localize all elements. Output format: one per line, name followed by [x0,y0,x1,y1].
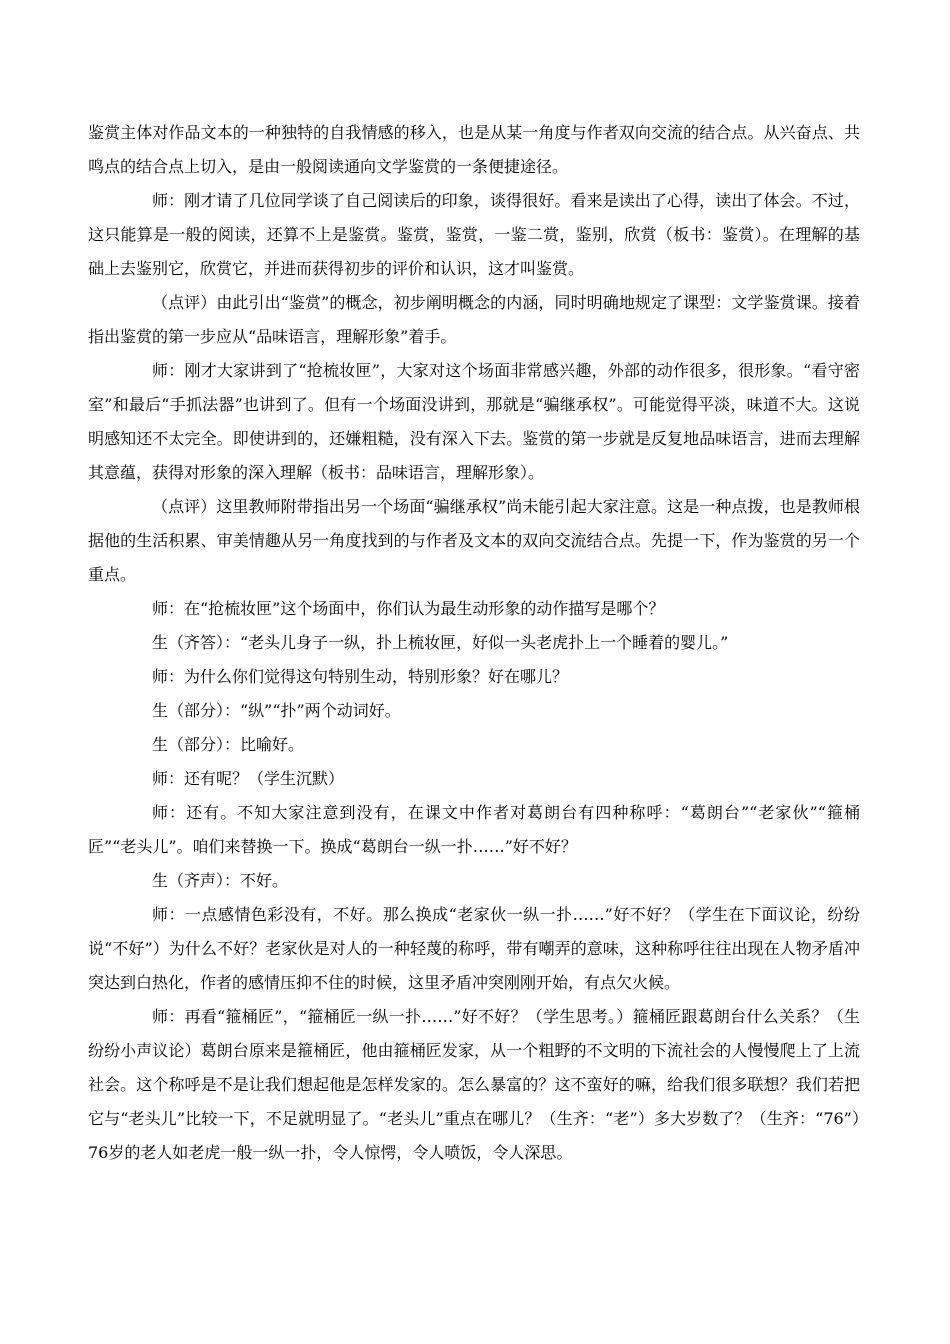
paragraph-7: 生（齐答）：“老头儿身子一纵，扑上梳妆匣，好似一头老虎扑上一个睡着的婴儿。” [152,633,729,652]
paragraph-4: 师：刚才大家讲到了“抢梳妆匣”，大家对这个场面非常感兴趣，外部的动作很多，很形象。“看守密室”和最后“手抓法器”也讲到了。但有一个场面没讲到，那就是“骗继承权”。可能觉得平淡，味道不大。这说明感知还不太完全。即使讲到的，还嫌粗糙，没有深入下去。鉴赏的第一步就是反复地品味语言，进而去理解其意蕴，获得对形象的深入理解（板书：品味语言，理解形象）。 [88,361,860,482]
paragraph-6: 师：在“抢梳妆匣”这个场面中，你们认为最生动形象的动作描写是哪个？ [152,599,665,618]
paragraph-8: 师：为什么你们觉得这句特别生动，特别形象？好在哪儿？ [152,667,569,686]
paragraph-10: 生（部分）：比喻好。 [152,735,305,754]
paragraph-9: 生（部分）：“纵”“扑”两个动词好。 [152,701,401,720]
paragraph-13: 生（齐声）：不好。 [152,871,289,890]
paragraph-3: （点评）由此引出“鉴赏”的概念，初步阐明概念的内涵，同时明确地规定了课型：文学鉴赏课。接着指出鉴赏的第一步应从“品味语言，理解形象”着手。 [88,293,860,346]
paragraph-15: 师：再看“箍桶匠”，“箍桶匠一纵一扑……”好不好？（学生思考。）箍桶匠跟葛朗台什么关系？（生纷纷小声议论）葛朗台原来是箍桶匠，他由箍桶匠发家，从一个粗野的不文明的下流社会的人慢慢爬上了上流社会。这个称呼是不是让我们想起他是怎样发家的。怎么暴富的？这不蛮好的嘛，给我们很多联想？我们若把它与“老头儿”比较一下，不足就明显了。“老头儿”重点在哪儿？（生齐：“老”）多大岁数了？（生齐：“76”）76岁的老人如老虎一般一纵一扑，令人惊愕，令人喷饭，令人深思。 [88,1007,860,1162]
paragraph-2: 师：刚才请了几位同学谈了自己阅读后的印象，谈得很好。看来是读出了心得，读出了体会。不过，这只能算是一般的阅读，还算不上是鉴赏。鉴赏，鉴赏，一鉴二赏，鉴别，欣赏（板书：鉴赏）。在理解的基础上去鉴别它，欣赏它，并进而获得初步的评价和认识，这才叫鉴赏。 [88,191,860,278]
paragraph-5: （点评）这里教师附带指出另一个场面“骗继承权”尚未能引起大家注意。这是一种点拨，也是教师根据他的生活积累、审美情趣从另一角度找到的与作者及文本的双向交流结合点。先提一下，作为鉴赏的另一个重点。 [88,497,860,584]
paragraph-1: 鉴赏主体对作品文本的一种独特的自我情感的移入，也是从某一角度与作者双向交流的结合点。从兴奋点、共鸣点的结合点上切入，是由一般阅读通向文学鉴赏的一条便捷途径。 [88,123,860,176]
document-body [88,116,860,1170]
paragraph-11: 师：还有呢？（学生沉默） [152,769,345,788]
paragraph-14: 师：一点感情色彩没有，不好。那么换成“老家伙一纵一扑……”好不好？（学生在下面议论，纷纷说“不好”）为什么不好？老家伙是对人的一种轻蔑的称呼，带有嘲弄的意味，这种称呼往往出现在人物矛盾冲突达到白热化，作者的感情压抑不住的时候，这里矛盾冲突刚刚开始，有点欠火候。 [88,905,860,992]
paragraph-12: 师：还有。不知大家注意到没有，在课文中作者对葛朗台有四种称呼：“葛朗台”“老家伙”“箍桶匠”“老头儿”。咱们来替换一下。换成“葛朗台一纵一扑……”好不好？ [88,803,860,856]
